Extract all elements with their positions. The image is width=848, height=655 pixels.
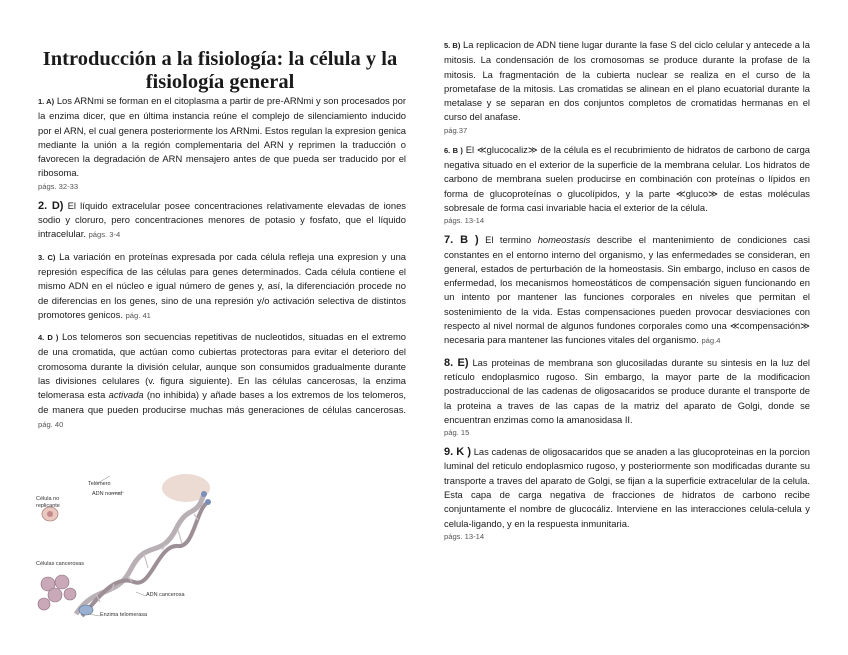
answer-text: Las proteinas de membrana son glucosiladas durante su sintesis en la luz del retículo endoplasmico rugoso. Sin embargo, la mayor parte de la modificacion postraduccional de las cadenas de oligosacaridos se produce durante el transporte de la proteina a traves de las capas de la matriz del aparato de Golgi, donde se encuentran enzimas como la amanosidasa II.	[444, 356, 810, 425]
telomere-illustration	[36, 464, 236, 620]
telomere-cap	[201, 491, 207, 497]
answer-text: Los telomeros son secuencias repetitivas de nucleotidos, situadas en el extremo de una cromatida, que actúan como cubiertas protectoras para evitar el deterioro del cromosoma durante la división celular, aunque son consumidos gradualmente durante las divisiones celulares (v. figura siguiente). En las células cancerosas, la enzima telomerasa esta	[38, 331, 406, 401]
page-reference: pág. 15	[444, 428, 470, 438]
page-reference: pág. 40	[38, 419, 64, 429]
normal-dna-label: ADN normal	[92, 491, 122, 497]
answer-4	[38, 330, 406, 432]
page-reference: págs. 13-14	[444, 216, 485, 226]
telomere-label: Telómero	[88, 481, 111, 487]
answer-text: Las cadenas de oligosacaridos que se anaden a las glucoproteinas en la porcion luminal del reticulo endoplasmico rugoso, y posteriormente son modificadas durante su transporte a traves del aparato de Golgi, se fijan a la superficie extracelular de la celula. Esta capa de carga negativa de fracciones de hidratos de carbono recibe conjuntamente el nombre de glucocáliz. Interviene en las interacciones celula-celula y celula-ligando, y en la respuesta inmunitaria.	[444, 446, 811, 529]
answer-number: 6. B )	[444, 145, 463, 155]
page-reference: págs. 32-33	[38, 181, 79, 191]
answer-number: 8. E)	[444, 356, 469, 369]
nucleus-shape	[47, 511, 53, 517]
answer-number: 3. C)	[38, 252, 56, 262]
cancer-cells-shape	[38, 575, 76, 610]
telomerase-enzyme-shape	[79, 605, 93, 615]
answer-text: Los ARNmi se forman en el citoplasma a partir de pre-ARNmi y son procesados por la enzima dicer, que en última instancia reúne el complejo de silenciamiento inducido por el ARN, el cual genera posteriormente los ARNmi. Estos regulan la expresion genica mediante la unión a la región complementaria del ARN y reprimen la traducción o favorecen la degradación de ARN mensajero antes de que pueda ser traducido por el ribosoma.	[38, 95, 406, 179]
answer-number: 5. B)	[444, 41, 461, 50]
altered-dna-label: ADN cancerosa	[146, 592, 185, 598]
answer-text-cont: (no inhibida) y añade bases a los extremos de los telomeros, de manera que pueden producirse muchas más generaciones de células cancerosas.	[38, 389, 407, 415]
answer-number: 2. D)	[38, 199, 64, 212]
page-title: Introducción a la fisiología: la célula y la fisiología general	[42, 48, 398, 93]
answer-emphasis: homeostasis	[537, 234, 591, 246]
answer-7	[444, 233, 810, 348]
answer-number: 1. A)	[38, 97, 55, 106]
page-reference: pág.37	[444, 125, 468, 135]
answer-text: El líquido extracelular posee concentraciones relativamente elevadas de iones sodio y cloruro, pero concentraciones menores de potasio y fosfato, que el líquido intracelular.	[38, 199, 406, 240]
answer-9	[444, 445, 810, 542]
answer-8	[444, 356, 810, 438]
answer-5	[444, 38, 810, 136]
answer-1	[38, 94, 406, 192]
page-reference: pág. 41	[125, 310, 151, 320]
answer-number: 7. B )	[444, 234, 479, 247]
page-reference: págs. 13-14	[444, 531, 485, 541]
answer-2	[38, 199, 406, 243]
telomere-figure	[36, 464, 236, 620]
page-reference: pág.4	[701, 336, 721, 346]
answer-emphasis: activada	[108, 389, 144, 401]
answer-number: 4. D )	[38, 333, 59, 343]
right-column	[444, 38, 810, 549]
normal-cell-label: Célula no replicante	[36, 496, 60, 509]
answer-text: La replicacion de ADN tiene lugar durante la fase S del ciclo celular y antecede a la mitosis. La condensación de los cromosomas se produce durante la profase de la mitosis. La fragmentación de la cubierta nuclear se realiza en el curso de la prometafase de la mitosis. Las cromatidas se alinean en el plano ecuatorial durante la metalase y se separan en dos conjuntos completos de cromatidas hermanas en el curso del anafase.	[444, 39, 810, 123]
answer-3	[38, 250, 406, 323]
telomerase-label: Enzima telomerasa	[100, 612, 148, 618]
answer-text: La variación en proteínas expresada por cada célula refleja una expresion y una represión específica de las células para genes determinados. Cada célula contiene el mismo ADN en el núcleo e igual número de genes y, así, la diferenciación procede no de diferencias en los genes, sino de una represión y/o activación selectiva de distintos promotores genicos.	[38, 250, 406, 320]
left-column	[38, 94, 406, 439]
telomere-cap-2	[205, 499, 211, 505]
answer-text: El ≪glucocaliz≫ de la célula es el recubrimiento de hidratos de carbono de carga negativa situado en el exterior de la superficie de la membrana celular. Los hidratos de carbono de membrana suelen producirse en combinación con proteínas o lípidos en forma de glucoproteínas o glucolípidos, y la parte ≪gluco≫ de estas moléculas sobresale de forma casi invariable hacia el exterior de la célula.	[444, 143, 811, 213]
cancer-cells-label: Células cancerosas	[36, 561, 84, 567]
answer-number: 9. K )	[444, 446, 472, 459]
answer-text: El termino	[485, 234, 532, 246]
answer-6	[444, 143, 810, 226]
page-reference: págs. 3-4	[88, 230, 121, 240]
answer-text-cont: describe el mantenimiento de condiciones casi constantes en el entorno interno del organismo, y las enfermedades se consideran, en general, estados de perturbación de la homeostasis. Sin embargo, incluso en casos de enfermedad, los mecanismos homeostáticos de compensación siguen funcionando en un intento por mantener las funciones corporales en niveles que permitan el sostenimiento de la vida. Estas compensaciones pueden provocar desviaciones con respecto al nivel normal de algunos fundones corporales como una ≪compensación≫ necesaria para mantener las funciones vitales del organismo.	[444, 234, 811, 346]
